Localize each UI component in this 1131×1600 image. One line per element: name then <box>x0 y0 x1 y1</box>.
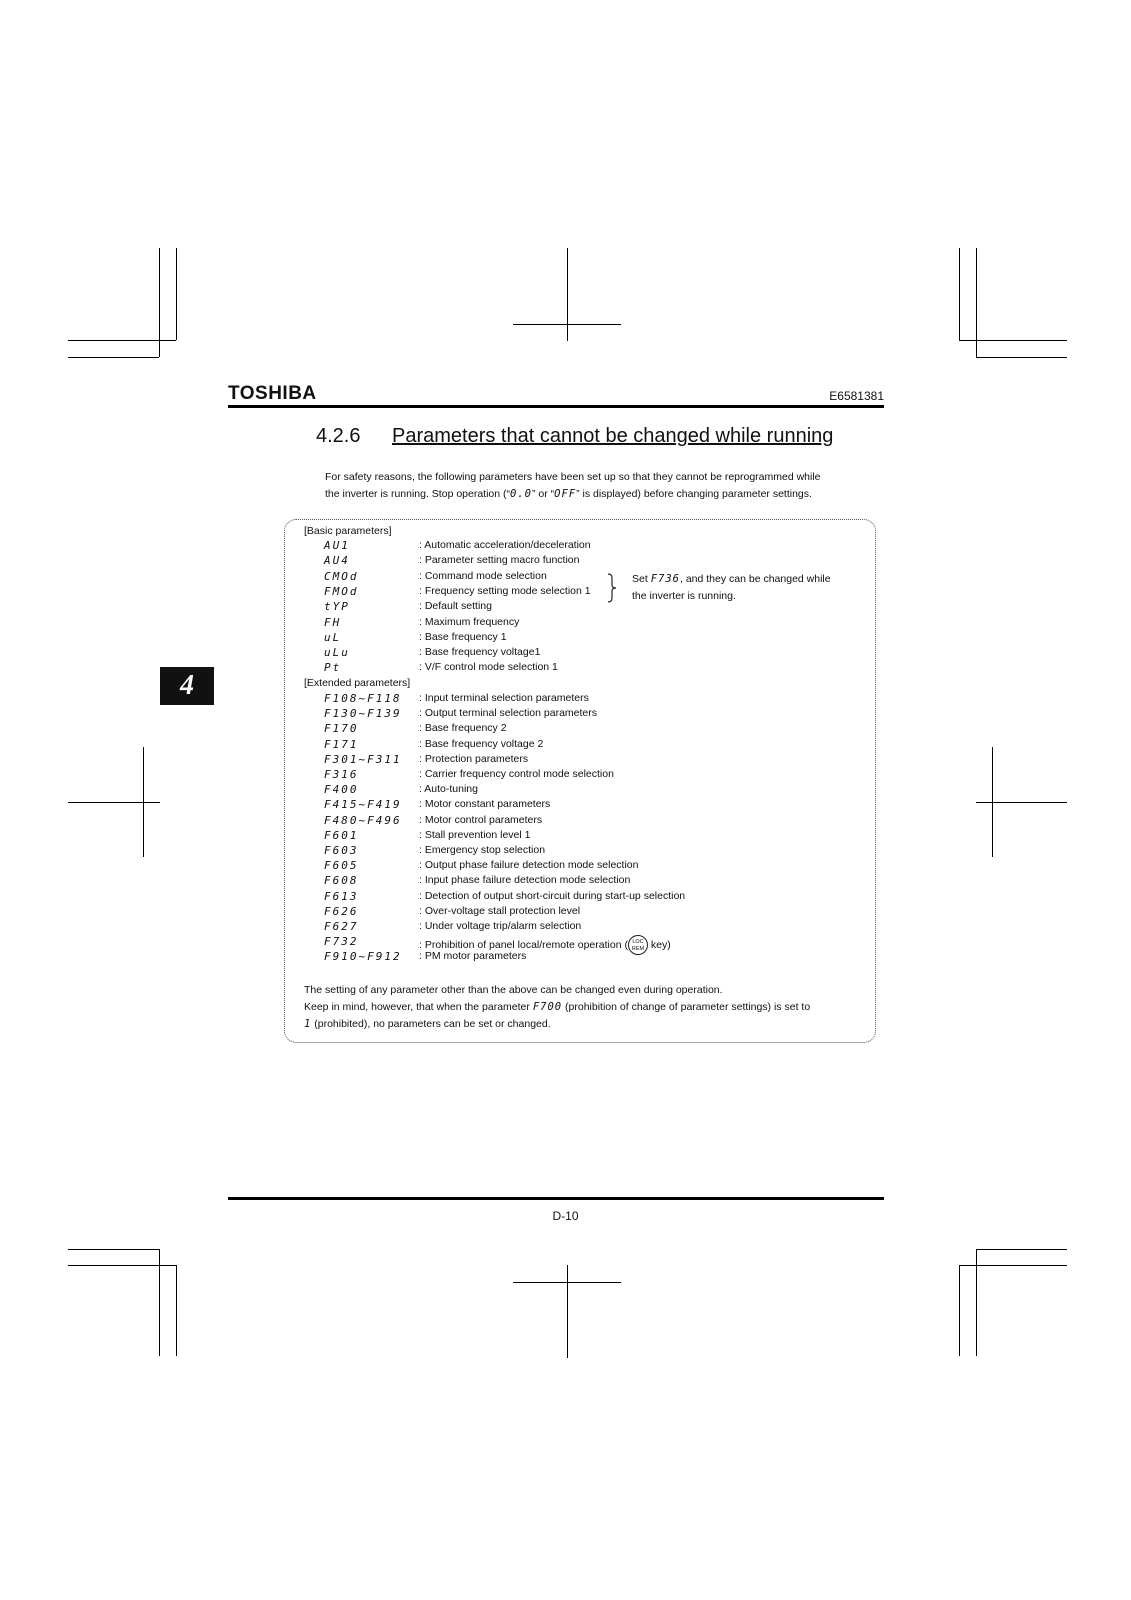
parameter-description: : Auto-tuning <box>419 783 478 796</box>
crop-mark <box>68 357 159 358</box>
parameter-code: FMOd <box>324 584 359 598</box>
parameter-code: Pt <box>324 661 342 675</box>
parameter-description: : Input terminal selection parameters <box>419 692 589 704</box>
basic-heading: [Basic parameters] <box>304 525 392 537</box>
parameter-code: FH <box>324 615 342 629</box>
parameter-description: : Over-voltage stall protection level <box>419 904 581 917</box>
parameter-description: : Base frequency voltage 2 <box>419 737 544 750</box>
section-heading: Parameters that cannot be changed while running <box>392 425 834 447</box>
crop-mark <box>176 248 177 340</box>
note-text: Set <box>632 573 651 585</box>
parameter-description: : Frequency setting mode selection 1 <box>419 584 591 597</box>
crop-mark <box>959 248 960 340</box>
parameter-code: AU1 <box>324 539 350 552</box>
crop-mark <box>959 1265 960 1356</box>
crop-mark <box>567 1265 568 1358</box>
footer-line: The setting of any parameter other than the above can be changed even during operation. <box>304 984 723 996</box>
note-line: the inverter is running. <box>632 590 736 602</box>
parameter-description: : Input phase failure detection mode selection <box>419 874 631 887</box>
parameter-code: F400 <box>324 783 359 797</box>
parameter-description: : Automatic acceleration/deceleration <box>419 539 591 551</box>
footer-paragraph <box>304 982 872 1033</box>
parameter-description: : Base frequency voltage1 <box>419 646 541 659</box>
parameter-description: : Under voltage trip/alarm selection <box>419 920 582 932</box>
parameter-code: F171 <box>324 737 359 751</box>
parameter-description: : Base frequency 1 <box>419 630 507 643</box>
display-code: OFF <box>554 488 577 500</box>
chapter-tab: 4 <box>160 667 214 705</box>
crop-mark <box>567 248 568 341</box>
key-suffix: key) <box>647 938 671 951</box>
parameter-description: : Carrier frequency control mode selection <box>419 768 614 780</box>
parameter-code: F170 <box>324 722 359 736</box>
parameter-code: F626 <box>324 904 359 918</box>
parameter-description: : Emergency stop selection <box>419 844 546 856</box>
parameter-code: F108~F118 <box>324 692 402 705</box>
parameter-description: : Motor constant parameters <box>419 798 551 811</box>
parameter-code: F910~F912 <box>324 950 402 964</box>
extended-heading: [Extended parameters] <box>304 677 411 689</box>
footer-line <box>304 1016 872 1033</box>
crop-mark <box>513 324 621 325</box>
intro-text: the inverter is running. Stop operation (“ <box>325 488 511 500</box>
parameter-code: F732 <box>324 935 359 949</box>
section-title <box>316 425 833 448</box>
loc-rem-key-icon: LOC REM <box>628 935 648 955</box>
page-header <box>228 383 884 405</box>
intro-text: ” is displayed) before changing parameter settings. <box>576 488 812 500</box>
parameter-code: tYP <box>324 600 350 614</box>
crop-mark <box>68 1249 159 1250</box>
display-code: 0.0 <box>510 488 532 500</box>
crop-mark <box>976 357 1067 358</box>
parameter-description: : Default setting <box>419 600 492 613</box>
display-code: F736 <box>650 573 680 585</box>
display-code: F700 <box>532 1001 563 1013</box>
parameter-description: : Maximum frequency <box>419 615 520 628</box>
crop-mark <box>976 802 1067 803</box>
parameter-description: : Parameter setting macro function <box>419 554 580 567</box>
parameter-code: uL <box>324 630 342 644</box>
parameter-code: CMOd <box>324 569 359 583</box>
crop-mark <box>976 1249 1067 1250</box>
page-number: D-10 <box>552 1209 579 1223</box>
intro-line: For safety reasons, the following parameters have been set up so that they cannot be reprogrammed while <box>325 471 821 483</box>
crop-mark <box>976 1249 977 1356</box>
footer-text: (prohibited), no parameters can be set or changed. <box>311 1018 551 1030</box>
parameter-code: F130~F139 <box>324 707 402 721</box>
parameter-description: : Protection parameters <box>419 752 529 765</box>
parameter-description: : Command mode selection <box>419 569 547 582</box>
note-text: , and they can be changed while <box>679 573 831 585</box>
intro-line <box>325 486 885 503</box>
section-number: 4.2.6 <box>316 425 361 447</box>
parameter-code: F603 <box>324 844 359 857</box>
footer-line <box>304 999 872 1016</box>
intro-paragraph <box>325 469 885 503</box>
intro-text: ” or “ <box>532 488 555 500</box>
parameter-description: : Stall prevention level 1 <box>419 828 531 841</box>
parameter-description: : V/F control mode selection 1 <box>419 661 558 674</box>
parameter-code: F301~F311 <box>324 752 402 766</box>
parameter-description: : Output terminal selection parameters <box>419 707 597 720</box>
parameter-description: : Base frequency 2 <box>419 722 507 735</box>
crop-mark <box>176 1265 177 1356</box>
header-rule <box>228 405 884 408</box>
document-number: E6581381 <box>829 389 884 403</box>
brace-note <box>632 571 872 605</box>
parameter-code: F627 <box>324 920 359 933</box>
crop-mark <box>68 802 160 803</box>
crop-mark <box>159 1249 160 1356</box>
parameter-description: : Output phase failure detection mode selection <box>419 859 639 872</box>
crop-mark <box>513 1282 621 1283</box>
brand-logo: TOSHIBA <box>228 383 317 404</box>
parameter-code: uLu <box>324 646 350 660</box>
parameter-code: AU4 <box>324 554 350 568</box>
parameter-code: F613 <box>324 889 359 903</box>
crop-mark <box>68 340 176 341</box>
parameter-code: F316 <box>324 768 359 781</box>
parameter-code: F605 <box>324 859 359 873</box>
footer-rule <box>228 1197 884 1200</box>
parameter-code: F601 <box>324 828 359 842</box>
parameter-description: : Prohibition of panel local/remote operation ( LOC REM key) <box>419 935 671 955</box>
crop-mark <box>959 340 1067 341</box>
parameter-code: F415~F419 <box>324 798 402 812</box>
parameter-code: F608 <box>324 874 359 888</box>
footer-text: (prohibition of change of parameter settings) is set to <box>562 1001 811 1013</box>
parameter-description: : Motor control parameters <box>419 813 543 826</box>
footer-text: Keep in mind, however, that when the parameter <box>304 1001 533 1013</box>
parameter-description: : Detection of output short-circuit during start-up selection <box>419 889 686 902</box>
display-code: 1 <box>304 1018 312 1030</box>
brace-icon <box>607 573 617 603</box>
note-line <box>632 571 872 588</box>
parameter-description: : PM motor parameters <box>419 950 527 963</box>
parameter-code: F480~F496 <box>324 813 402 827</box>
